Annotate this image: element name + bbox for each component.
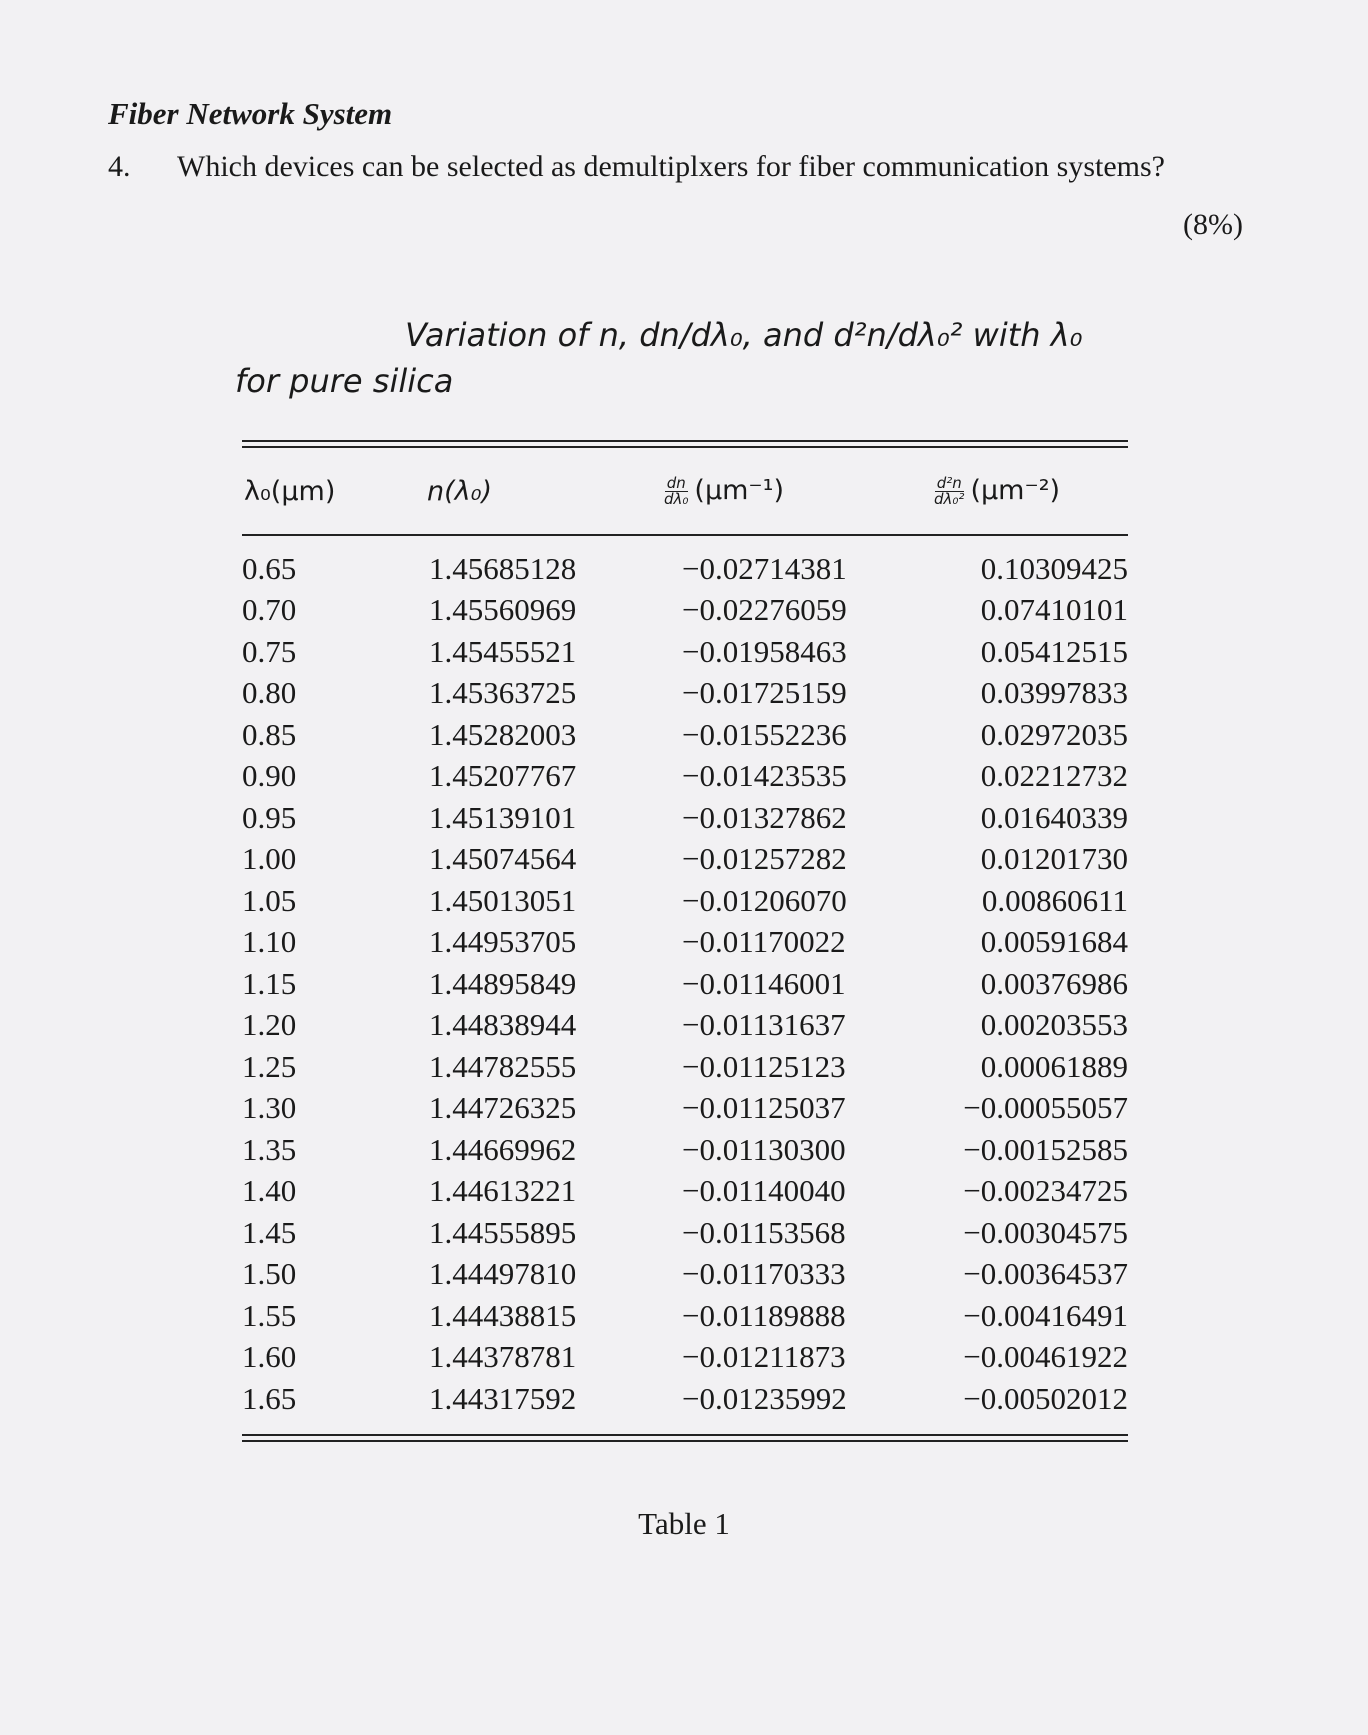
question-text: Which devices can be selected as demultiplxers for fiber communication systems? <box>177 150 1165 183</box>
table-cell: 0.01201730 <box>980 841 1128 877</box>
table-cell: 1.25 <box>242 1048 297 1084</box>
table-cell: 1.44555895 <box>429 1214 577 1250</box>
table-cell: 1.45 <box>242 1214 297 1250</box>
first-derivative-unit: (μm⁻¹) <box>694 475 785 506</box>
header-wavelength: λ₀(μm) <box>244 475 336 507</box>
table-row <box>242 590 1128 632</box>
table-cell: 1.30 <box>242 1090 297 1126</box>
table-row <box>242 631 1128 673</box>
table-cell: 1.10 <box>242 924 297 960</box>
table-cell: 1.45455521 <box>429 633 577 669</box>
table-cell: 1.44438815 <box>429 1297 577 1333</box>
table-cell: −0.01125123 <box>682 1048 846 1084</box>
table-row <box>242 1129 1128 1171</box>
table-cell: −0.00416491 <box>963 1297 1128 1333</box>
table-cell: −0.01125037 <box>682 1090 846 1126</box>
table-cell: −0.01206070 <box>682 882 847 918</box>
first-derivative-denominator: dλ₀ <box>664 490 689 508</box>
table-cell: 1.35 <box>242 1131 297 1167</box>
table-row <box>242 1254 1128 1296</box>
table-cell: 1.44953705 <box>429 924 577 960</box>
table-cell: −0.00461922 <box>963 1339 1128 1375</box>
table-cell: 1.20 <box>242 1007 297 1043</box>
header-first-derivative <box>662 475 932 507</box>
table-cell: 0.95 <box>242 799 297 835</box>
table-cell: 1.44782555 <box>429 1048 577 1084</box>
table-cell: 1.44613221 <box>429 1173 577 1209</box>
table-cell: 0.00860611 <box>981 882 1128 918</box>
table-cell: 1.05 <box>242 882 297 918</box>
second-derivative-denominator: dλ₀² <box>934 490 965 508</box>
table-cell: 1.65 <box>242 1380 297 1416</box>
table-cell: 1.45363725 <box>429 675 577 711</box>
header-index: n(λ₀) <box>427 475 492 507</box>
table-cell: −0.02276059 <box>682 592 847 628</box>
table-cell: 1.45560969 <box>429 592 577 628</box>
table-cell: 1.40 <box>242 1173 297 1209</box>
table-cell: 1.45074564 <box>429 841 577 877</box>
table-cell: 0.90 <box>242 758 297 794</box>
table-label: Table 1 <box>638 1506 730 1541</box>
table-cell: −0.01552236 <box>682 716 847 752</box>
table-header-row <box>242 448 1128 534</box>
table-cell: −0.01153568 <box>682 1214 846 1250</box>
table-cell: 0.70 <box>242 592 297 628</box>
table-cell: 0.80 <box>242 675 297 711</box>
table-cell: −0.01170022 <box>682 924 846 960</box>
table-cell: 1.45282003 <box>429 716 577 752</box>
table-cell: −0.01423535 <box>682 758 847 794</box>
table-caption <box>235 312 1125 404</box>
table-row <box>242 548 1128 590</box>
table-cell: −0.01725159 <box>682 675 847 711</box>
table-row <box>242 963 1128 1005</box>
table-row <box>242 880 1128 922</box>
table-row <box>242 1046 1128 1088</box>
table-cell: 1.44838944 <box>429 1007 577 1043</box>
table-cell: 0.07410101 <box>980 592 1128 628</box>
table-cell: 1.44317592 <box>429 1380 577 1416</box>
table-cell: −0.00055057 <box>963 1090 1128 1126</box>
table-cell: 0.00376986 <box>980 965 1128 1001</box>
table-row <box>242 714 1128 756</box>
table-cell: 1.15 <box>242 965 297 1001</box>
table-cell: −0.01170333 <box>682 1256 846 1292</box>
table-cell: −0.00234725 <box>963 1173 1128 1209</box>
table-cell: 0.10309425 <box>980 550 1128 586</box>
second-derivative-unit: (μm⁻²) <box>970 475 1061 506</box>
table-row <box>242 1378 1128 1420</box>
table-cell: 0.01640339 <box>980 799 1128 835</box>
table-body <box>242 536 1128 1434</box>
first-derivative-numerator: dn <box>666 474 686 492</box>
header-second-derivative <box>932 475 1128 507</box>
table-row <box>242 922 1128 964</box>
table-row <box>242 1088 1128 1130</box>
second-derivative-fraction <box>932 476 966 507</box>
table-cell: −0.01327862 <box>682 799 847 835</box>
table-cell: 0.85 <box>242 716 297 752</box>
first-derivative-fraction <box>662 476 690 507</box>
table-row <box>242 756 1128 798</box>
table-row <box>242 673 1128 715</box>
table-cell: −0.02714381 <box>682 550 847 586</box>
table-row <box>242 839 1128 881</box>
table-row <box>242 1337 1128 1379</box>
table-cell: −0.01958463 <box>682 633 847 669</box>
table-cell: 1.44669962 <box>429 1131 577 1167</box>
table-cell: 1.44378781 <box>429 1339 577 1375</box>
table-cell: 1.00 <box>242 841 297 877</box>
table-cell: 1.44726325 <box>429 1090 577 1126</box>
table-row <box>242 1212 1128 1254</box>
second-derivative-numerator: d²n <box>936 474 962 492</box>
question-points: (8%) <box>1183 208 1243 241</box>
section-title: Fiber Network System <box>108 96 393 131</box>
table-row <box>242 797 1128 839</box>
table-cell: −0.01146001 <box>682 965 846 1001</box>
table-cell: −0.01235992 <box>682 1380 847 1416</box>
table-cell: −0.01211873 <box>682 1339 846 1375</box>
table-cell: 0.03997833 <box>980 675 1128 711</box>
table-cell: 1.45139101 <box>429 799 577 835</box>
question-number: 4. <box>108 150 131 183</box>
table-cell: 0.00203553 <box>980 1007 1128 1043</box>
table-cell: −0.01130300 <box>682 1131 846 1167</box>
table-cell: −0.01140040 <box>682 1173 846 1209</box>
table-cell: 0.02972035 <box>980 716 1128 752</box>
table-cell: 1.55 <box>242 1297 297 1333</box>
caption-line-1: Variation of n, dn/dλ₀, and d²n/dλ₀² with λ₀ <box>405 316 1083 354</box>
table-cell: −0.00152585 <box>963 1131 1128 1167</box>
table-cell: 1.44497810 <box>429 1256 577 1292</box>
table-cell: −0.01131637 <box>682 1007 846 1043</box>
table-cell: 1.60 <box>242 1339 297 1375</box>
table-cell: 1.50 <box>242 1256 297 1292</box>
table-cell: −0.00502012 <box>963 1380 1128 1416</box>
table-cell: 0.00591684 <box>980 924 1128 960</box>
data-table <box>242 440 1128 1442</box>
table-top-rule <box>242 440 1128 448</box>
table-cell: −0.00364537 <box>963 1256 1128 1292</box>
table-cell: 1.44895849 <box>429 965 577 1001</box>
table-cell: 0.00061889 <box>980 1048 1128 1084</box>
table-cell: −0.00304575 <box>963 1214 1128 1250</box>
table-cell: 1.45013051 <box>429 882 577 918</box>
table-cell: 1.45207767 <box>429 758 577 794</box>
table-cell: −0.01189888 <box>682 1297 846 1333</box>
table-row <box>242 1295 1128 1337</box>
table-row <box>242 1171 1128 1213</box>
table-cell: 0.65 <box>242 550 297 586</box>
table-cell: −0.01257282 <box>682 841 847 877</box>
caption-line-2: for pure silica <box>235 362 454 400</box>
table-row <box>242 1005 1128 1047</box>
table-cell: 0.75 <box>242 633 297 669</box>
table-cell: 0.02212732 <box>980 758 1128 794</box>
table-bottom-rule <box>242 1434 1128 1442</box>
table-cell: 0.05412515 <box>980 633 1128 669</box>
table-cell: 1.45685128 <box>429 550 577 586</box>
